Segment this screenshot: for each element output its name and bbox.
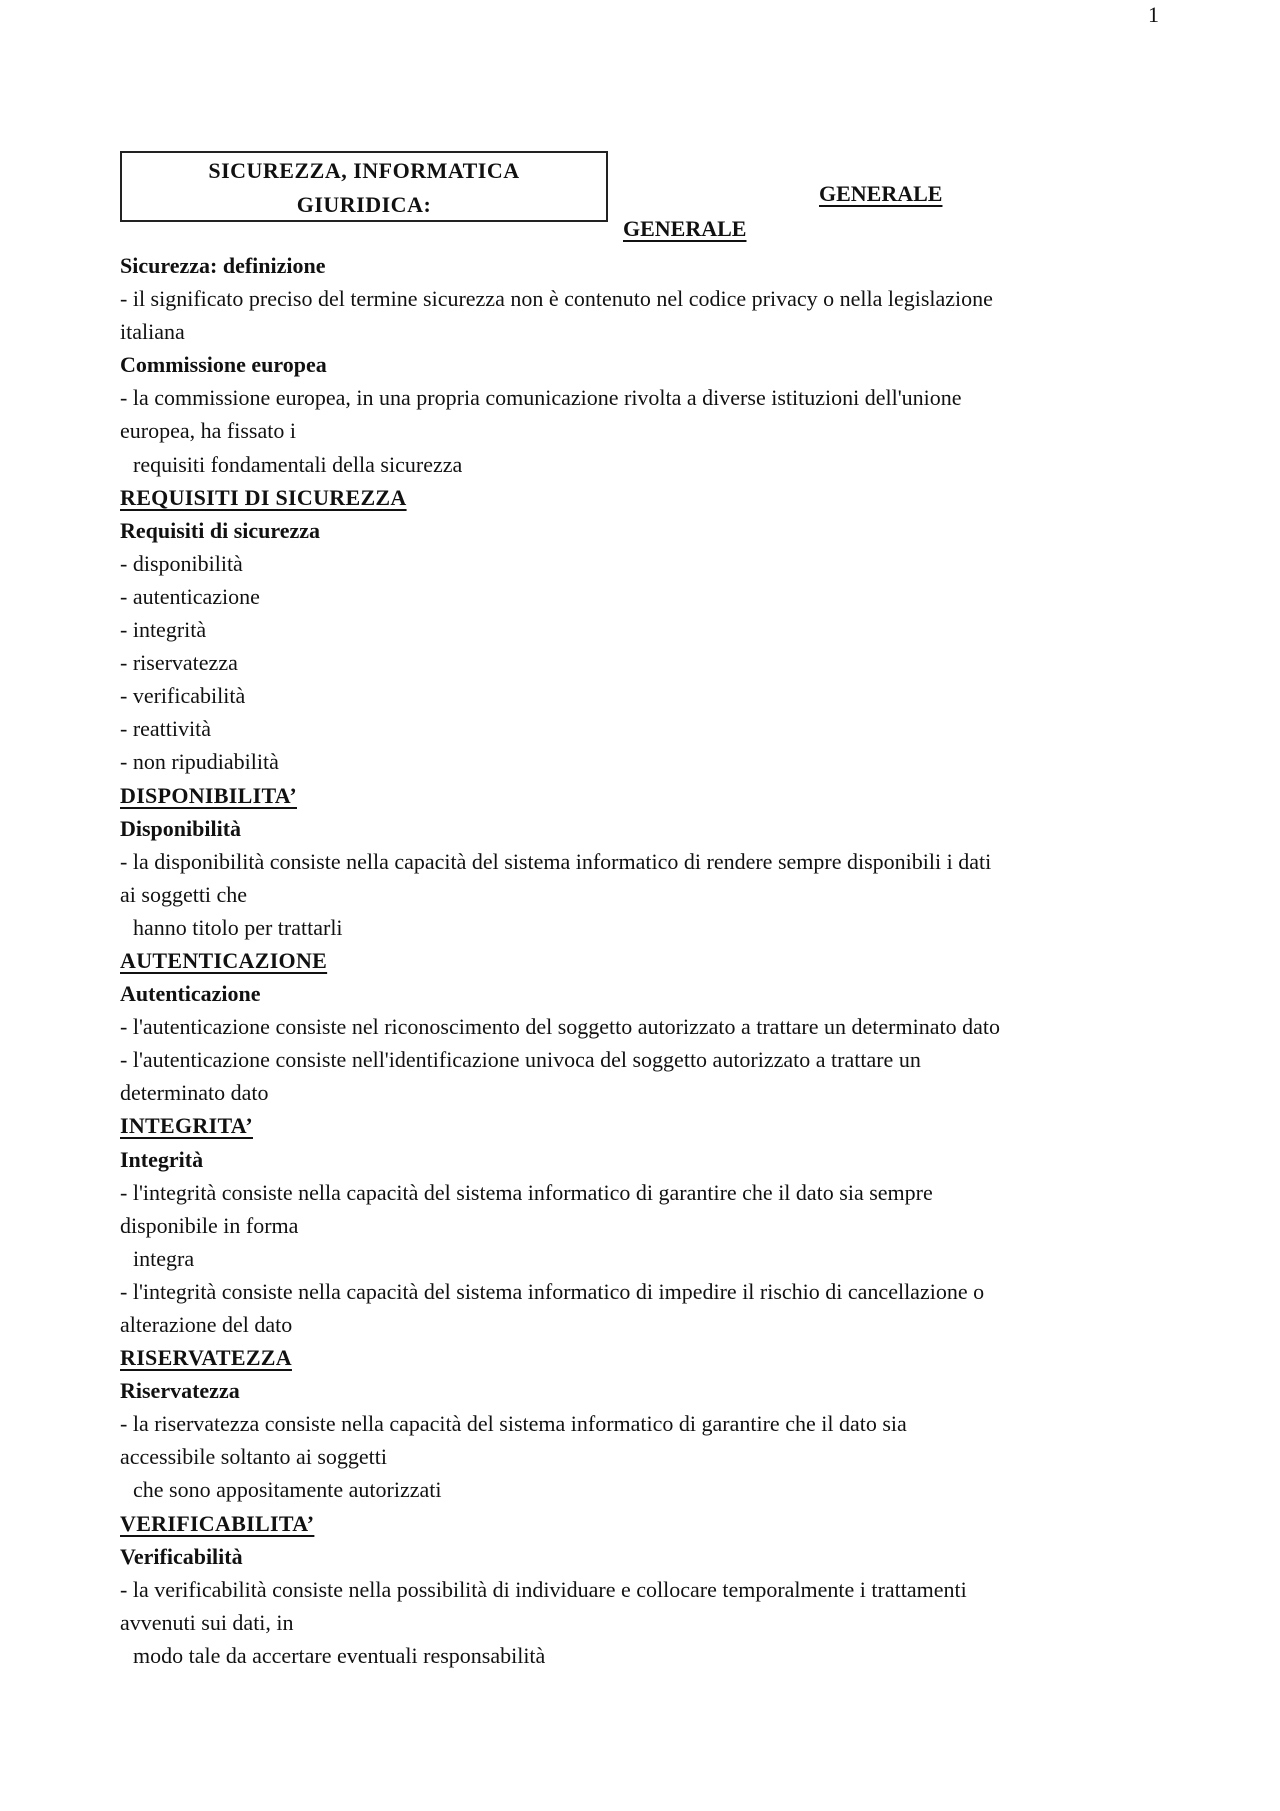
- line-text: Sicurezza: definizione: [120, 253, 326, 278]
- section-heading: [120, 1341, 1160, 1374]
- line-text: accessibile soltanto ai soggetti: [120, 1444, 387, 1470]
- body-text-line: [120, 414, 1160, 447]
- subheading: [120, 1374, 1160, 1407]
- page-number: 1: [1148, 2, 1159, 27]
- body-text-line: [120, 580, 1160, 613]
- line-text: - l'integrità consiste nella capacità del sistema informatico di garantire che il dato sia sempre: [120, 1179, 933, 1205]
- subheading: [120, 249, 1160, 282]
- line-text: avvenuti sui dati, in: [120, 1609, 294, 1635]
- line-text: europea, ha fissato i: [120, 418, 296, 444]
- body-text-continuation: [120, 1473, 1160, 1506]
- subheading: [120, 348, 1160, 381]
- body-text-line: [120, 1407, 1160, 1440]
- line-text: - disponibilità: [120, 550, 243, 576]
- body-text-line: [120, 845, 1160, 878]
- line-text: Riservatezza: [120, 1378, 240, 1404]
- line-text: - riservatezza: [120, 650, 238, 676]
- line-text: RISERVATEZZA: [120, 1345, 292, 1371]
- line-text: italiana: [120, 319, 185, 345]
- line-text: ai soggetti che: [120, 881, 248, 907]
- body-text-line: [120, 1176, 1160, 1209]
- subheading: [120, 977, 1160, 1010]
- line-text: - il significato preciso del termine sicurezza non è contenuto nel codice privacy o nella legislazione: [120, 286, 993, 312]
- body-text-line: [120, 1275, 1160, 1308]
- line-text: Integrità: [120, 1146, 204, 1172]
- document-title-box: [120, 151, 608, 222]
- line-text: - verificabilità: [120, 683, 246, 709]
- line-text: integra: [133, 1245, 195, 1271]
- line-text: Disponibilità: [120, 815, 242, 841]
- subheading: [120, 1540, 1160, 1573]
- line-text: - la commissione europea, in una propria comunicazione rivolta a diverse istituzioni dell'unione: [120, 385, 962, 411]
- section-heading: [120, 779, 1160, 812]
- line-text: - non ripudiabilità: [120, 749, 279, 775]
- body-text-continuation: [120, 1242, 1160, 1275]
- body-text-line: [120, 1606, 1160, 1639]
- body-text-line: [120, 1043, 1160, 1076]
- line-text: determinato dato: [120, 1080, 269, 1106]
- body-text-line: [120, 547, 1160, 580]
- line-text: requisiti fondamentali della sicurezza: [133, 451, 463, 477]
- body-text-line: [120, 878, 1160, 911]
- subheading: [120, 812, 1160, 845]
- body-text-line: [120, 613, 1160, 646]
- section-heading: [120, 481, 1160, 514]
- body-text-line: [120, 1440, 1160, 1473]
- heading-generale-right: GENERALE: [819, 181, 943, 206]
- body-text-line: [120, 1076, 1160, 1109]
- body-text-line: [120, 381, 1160, 414]
- document-title-line-1: SICUREZZA, INFORMATICA: [208, 158, 520, 183]
- line-text: Requisiti di sicurezza: [120, 517, 321, 543]
- document-title-line-2: GIURIDICA:: [296, 192, 432, 217]
- body-text-line: [120, 1573, 1160, 1606]
- line-text: REQUISITI DI SICUREZZA: [120, 484, 407, 510]
- line-text: VERIFICABILITA’: [120, 1510, 315, 1536]
- body-text-line: [120, 679, 1160, 712]
- body-text-line: [120, 1308, 1160, 1341]
- line-text: Verificabilità: [120, 1543, 243, 1569]
- line-text: - la riservatezza consiste nella capacità del sistema informatico di garantire che il dato sia: [120, 1411, 907, 1437]
- line-text: INTEGRITA’: [120, 1113, 253, 1139]
- document-body: [120, 249, 1160, 1672]
- line-text: Autenticazione: [120, 981, 261, 1007]
- line-text: - la disponibilità consiste nella capacità del sistema informatico di rendere sempre disponibili i dati: [120, 848, 992, 874]
- line-text: modo tale da accertare eventuali responsabilità: [133, 1642, 546, 1668]
- line-text: alterazione del dato: [120, 1312, 293, 1337]
- body-text-continuation: [120, 448, 1160, 481]
- line-text: - l'autenticazione consiste nell'identificazione univoca del soggetto autorizzato a trattare un: [120, 1047, 921, 1073]
- line-text: AUTENTICAZIONE: [120, 947, 328, 973]
- line-text: - autenticazione: [120, 583, 260, 609]
- section-heading: [120, 1109, 1160, 1142]
- line-text: - l'autenticazione consiste nel riconoscimento del soggetto autorizzato a trattare un determinato dato: [120, 1014, 1000, 1040]
- body-text-line: [120, 745, 1160, 778]
- body-text-line: [120, 1209, 1160, 1242]
- body-text-continuation: [120, 911, 1160, 944]
- subheading: [120, 1143, 1160, 1176]
- body-text-line: [120, 646, 1160, 679]
- line-text: disponibile in forma: [120, 1212, 299, 1238]
- body-text-line: [120, 315, 1160, 348]
- section-heading: [120, 944, 1160, 977]
- body-text-line: [120, 1010, 1160, 1043]
- line-text: - reattività: [120, 716, 212, 742]
- section-heading: [120, 1507, 1160, 1540]
- line-text: Commissione europea: [120, 352, 327, 378]
- line-text: che sono appositamente autorizzati: [133, 1477, 442, 1503]
- line-text: - l'integrità consiste nella capacità del sistema informatico di impedire il rischio di cancellazione o: [120, 1278, 985, 1304]
- subheading: [120, 514, 1160, 547]
- line-text: - la verificabilità consiste nella possibilità di individuare e collocare temporalmente i trattamenti: [120, 1576, 967, 1602]
- heading-generale-left: GENERALE: [623, 216, 747, 241]
- body-text-line: [120, 282, 1160, 315]
- line-text: hanno titolo per trattarli: [133, 914, 343, 940]
- line-text: DISPONIBILITA’: [120, 782, 297, 808]
- body-text-line: [120, 712, 1160, 745]
- line-text: - integrità: [120, 617, 207, 643]
- body-text-continuation: [120, 1639, 1160, 1672]
